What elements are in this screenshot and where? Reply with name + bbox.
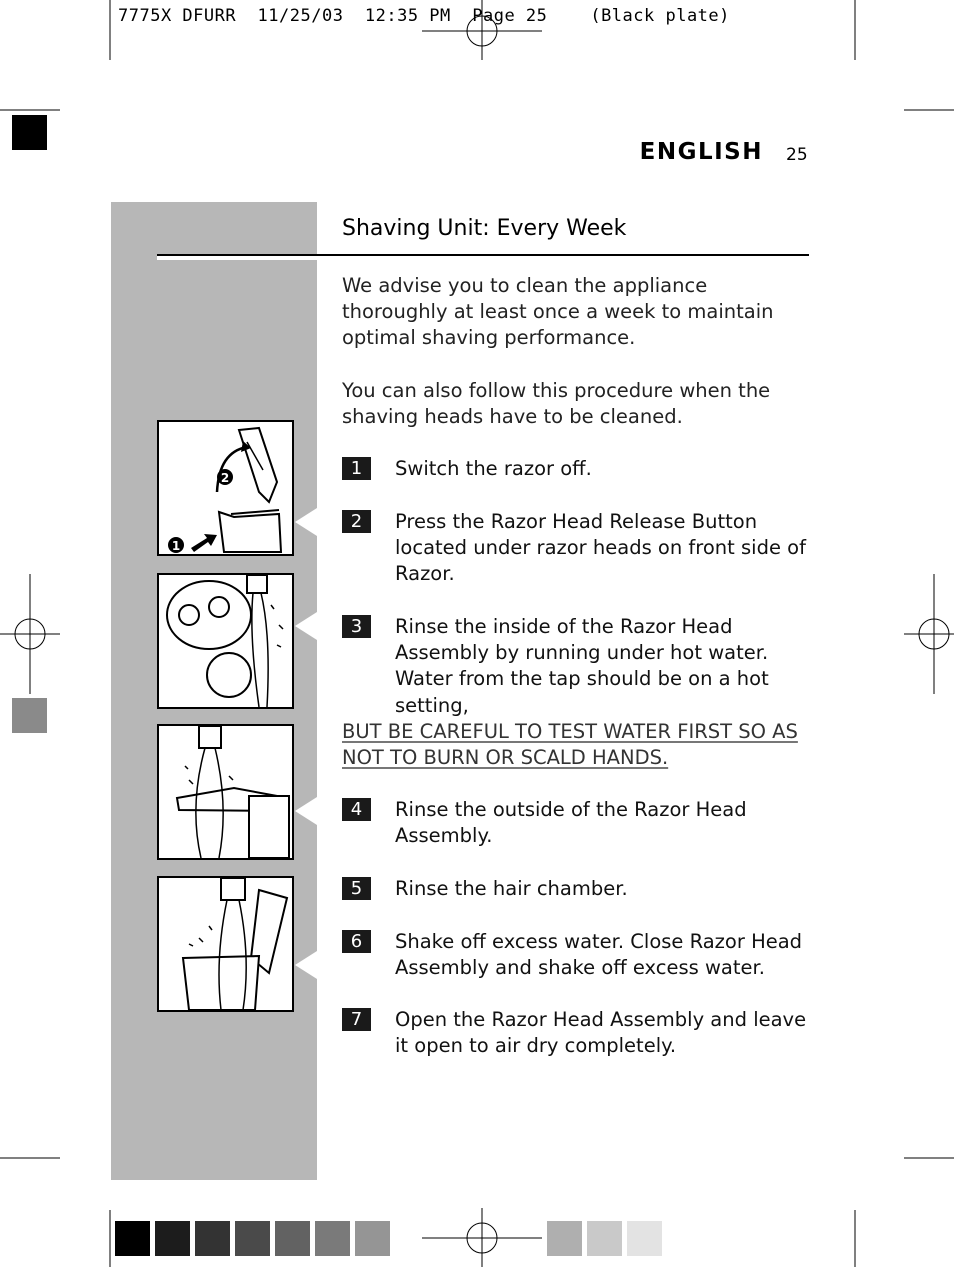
color-swatch — [275, 1221, 310, 1256]
step-number: 5 — [342, 877, 371, 900]
print-header: 7775X DFURR 11/25/03 12:35 PM Page 25 (Black plate) — [118, 6, 730, 26]
pointer-notch — [295, 797, 317, 825]
color-swatch — [115, 1221, 150, 1256]
illustration-rinse-outside — [157, 724, 294, 860]
step-number: 6 — [342, 930, 371, 953]
page-number: 25 — [786, 145, 808, 165]
step-number: 4 — [342, 798, 371, 821]
intro-paragraph: We advise you to clean the appliance thoroughly at least once a week to maintain optimal shaving performance. — [342, 274, 774, 350]
registration-mark-bottom — [422, 1208, 542, 1267]
color-swatch — [547, 1221, 582, 1256]
step-text: Open the Razor Head Assembly and leave it open to air dry completely. — [395, 1008, 807, 1058]
color-swatch — [235, 1221, 270, 1256]
registration-block-top — [12, 115, 47, 150]
callout-two: 2 — [220, 471, 230, 485]
warning-text — [342, 719, 812, 771]
step-number: 3 — [342, 615, 371, 638]
pointer-notch — [295, 508, 317, 536]
step-text: Switch the razor off. — [395, 457, 592, 480]
color-swatch — [587, 1221, 622, 1256]
color-swatch — [355, 1221, 390, 1256]
step-text: Press the Razor Head Release Button located under razor heads on front side of Razor. — [395, 510, 806, 586]
language-heading: ENGLISH — [639, 139, 763, 165]
step-text: Rinse the hair chamber. — [395, 877, 628, 900]
callout-one: 1 — [171, 539, 181, 553]
color-swatch — [627, 1221, 662, 1256]
step-number: 7 — [342, 1008, 371, 1031]
color-swatch — [315, 1221, 350, 1256]
intro-paragraph: You can also follow this procedure when the shaving heads have to be cleaned. — [342, 379, 771, 429]
pointer-notch — [295, 612, 317, 640]
section-title: Shaving Unit: Every Week — [342, 216, 627, 241]
color-swatch — [155, 1221, 190, 1256]
step-text: Shake off excess water. Close Razor Head Assembly and shake off excess water. — [395, 930, 803, 980]
step-number: 2 — [342, 510, 371, 533]
illustration-rinse-chamber — [157, 876, 294, 1012]
color-swatch — [195, 1221, 230, 1256]
warning-text-content: BUT BE CAREFUL TO TEST WATER FIRST SO AS NOT TO BURN OR SCALD HANDS. — [342, 720, 798, 770]
registration-mark-left — [0, 574, 60, 694]
step-text: Rinse the outside of the Razor Head Assembly. — [395, 798, 747, 848]
pointer-notch — [295, 951, 317, 979]
registration-block-bottom — [12, 698, 47, 733]
step-number: 1 — [342, 457, 371, 480]
illustration-rinse-inside — [157, 573, 294, 709]
registration-mark-right — [904, 574, 954, 694]
illustration-release-button — [157, 420, 294, 556]
step-text: Rinse the inside of the Razor Head Assembly by running under hot water. Water from the tap should be on a hot setting, — [395, 615, 769, 717]
title-gap — [157, 256, 317, 260]
